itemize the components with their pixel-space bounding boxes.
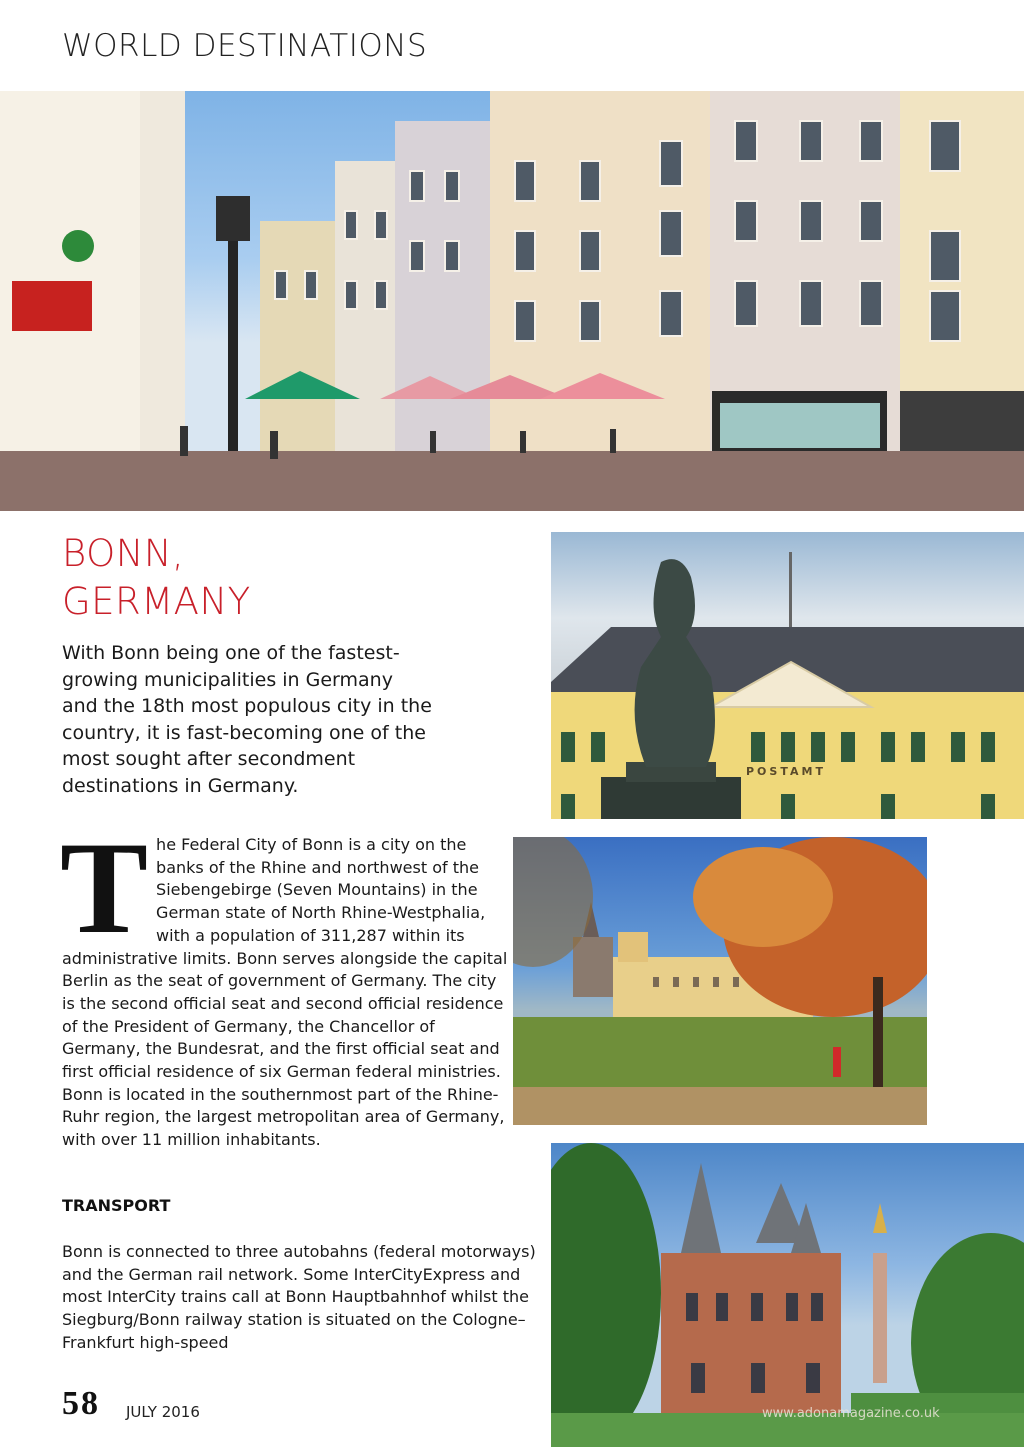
article-title-line1: BONN, (62, 532, 185, 575)
castle-illustration (551, 1143, 1024, 1447)
page-number: 58 (62, 1385, 100, 1422)
article-lead: With Bonn being one of the fastest-growing municipalities in Germany and the 18th most populous city in the country, it is fast-becoming one of the most sought after secondment destinations in Germany. (62, 642, 432, 797)
article-title-line2: GERMANY (62, 580, 251, 623)
footer-url[interactable]: www.adonamagazine.co.uk (762, 1406, 940, 1421)
hero-buildings-illustration (0, 91, 1024, 511)
university-illustration (513, 837, 927, 1125)
hero-photo-market-square (0, 91, 1024, 511)
article-body (60, 814, 508, 1152)
article-body-text: he Federal City of Bonn is a city on the banks of the Rhine and northwest of the Siebengebirge (Seven Mountains) in the German state of North Rhine-Westphalia, with a population of 311,287 within its administrative limits. Bonn serves alongside the capital Berlin as the seat of government of Germany. The city is the second official seat and second official residence of the President of Germany, the Chancellor of Germany, the Bundesrat, and the first official seat and first official residence of six German federal ministries. Bonn is located in the southernmost part of the Rhine-Ruhr region, the largest metropolitan area of Germany, with over 11 million inhabitants. (62, 835, 508, 1150)
article-title (62, 530, 502, 626)
photo-bonn-university (513, 837, 927, 1125)
transport-body: Bonn is connected to three autobahns (federal motorways) and the German rail network. Some InterCityExpress and most InterCity trains call at Bonn Hauptbahnhof whilst the Siegburg/Bonn railway station is situated on the Cologne–Frankfurt high-speed (62, 1242, 536, 1352)
issue-date: JULY 2016 (126, 1403, 200, 1421)
transport-heading: TRANSPORT (62, 1196, 171, 1215)
postamt-sign: POSTAMT (746, 765, 826, 778)
section-header: WORLD DESTINATIONS (62, 28, 428, 64)
drop-cap: T (60, 814, 149, 961)
photo-drachenburg-castle (551, 1143, 1024, 1447)
photo-beethoven-statue (551, 532, 1024, 819)
